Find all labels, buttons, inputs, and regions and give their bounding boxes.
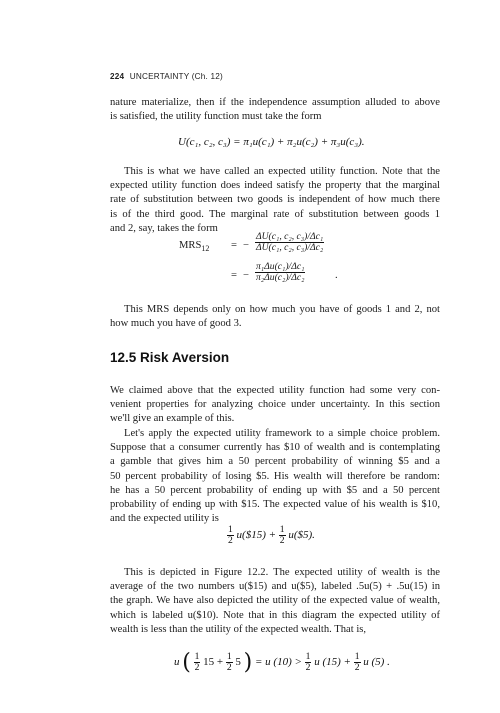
mrs-label: $MRS_{12}$ bbox=[179, 240, 210, 254]
term-u10: = u (10) > bbox=[255, 656, 302, 669]
text-line: rate of substitution between two goods is independent of how much there bbox=[110, 194, 440, 206]
mrs-fraction-2: $\frac{\text{π₁Δu(c₁)/Δc₁}}{\text{π₂Δu(c₂)/Δc₂}}$ bbox=[256, 261, 305, 283]
text-line: This MRS depends only on how much you have of goods 1 and 2, not bbox=[124, 304, 440, 315]
minus-sign: − bbox=[243, 240, 249, 251]
equation-text: U(c₁, c₂, c₃) = π₁u(c₁) + π₂u(c₂) + π₃u(c₃). bbox=[178, 136, 365, 148]
running-head bbox=[110, 72, 223, 81]
paragraph-independence bbox=[110, 96, 440, 124]
equation-risk-aversion-inequality bbox=[174, 650, 390, 675]
chapter-title: UNCERTAINTY (Ch. 12) bbox=[129, 72, 223, 81]
text-line: we'll give an example of this. bbox=[110, 413, 235, 425]
text-line: This is depicted in Figure 12.2. The expected utility of wealth is the bbox=[124, 567, 440, 578]
paragraph-figure-description bbox=[110, 566, 440, 637]
term-u5: u($5). bbox=[288, 529, 315, 542]
text-line: a gamble that gives him a 50 percent probability of winning $5 and a bbox=[110, 456, 440, 468]
text-line: nature materialize, then if the independence assumption alluded to above bbox=[110, 97, 440, 108]
fraction-half: $\frac{1}{2}$ bbox=[194, 651, 200, 673]
text-line: is satisfied, the utility function must take the form bbox=[110, 111, 322, 123]
text-line: expected utility function does indeed satisfy the property that the marginal bbox=[110, 180, 440, 192]
text-line: We claimed above that the expected utility function had some very con- bbox=[110, 385, 440, 396]
text-line: 50 percent probability of losing $5. His wealth will therefore be random: bbox=[110, 470, 440, 482]
paragraph-claim bbox=[110, 384, 440, 427]
text-line: is of the third good. The marginal rate of substitution between goods 1 bbox=[110, 208, 440, 220]
equation-expected-utility bbox=[178, 136, 365, 148]
symbol-u: u bbox=[174, 656, 180, 669]
paragraph-mrs-dependence bbox=[110, 303, 440, 331]
page-number: 224 bbox=[110, 72, 125, 81]
term-u5: u (5) . bbox=[363, 656, 390, 669]
text-line: average of the two numbers u($15) and u($5), labeled .5u(5) + .5u(15) in bbox=[110, 581, 440, 593]
term-u15: u($15) + bbox=[236, 529, 277, 542]
paragraph-gamble bbox=[110, 427, 440, 526]
term-5: 5 bbox=[235, 656, 241, 669]
equals-sign: = bbox=[231, 240, 237, 251]
text-line: wealth is less than the utility of the expected wealth. That is, bbox=[110, 623, 367, 635]
fraction-half: $\frac{1}{2}$ bbox=[228, 524, 233, 546]
fraction-half: $\frac{1}{2}$ bbox=[279, 524, 285, 546]
text-line: he has a 50 percent probability of ending up with $5 and a 50 percent bbox=[110, 484, 440, 496]
fraction-half: $\frac{1}{2}$ bbox=[305, 651, 311, 673]
right-paren: ) bbox=[243, 650, 253, 675]
text-line: the graph. We have also depicted the utility of the expected value of wealth, bbox=[110, 595, 440, 607]
text-line: probability of ending up with $15. The expected value of his wealth is $10, bbox=[110, 499, 440, 511]
text-line: This is what we have called an expected utility function. Note that the bbox=[124, 166, 440, 177]
paragraph-expected-utility bbox=[110, 165, 440, 236]
mrs-fraction-1: $\frac{\text{ΔU(c₁, c₂, c₃)/Δc₁}}{\text{ΔU(c₁, c₂, c₃)/Δc₂}}$ bbox=[256, 231, 324, 253]
fraction-half: $\frac{1}{2}$ bbox=[226, 651, 232, 673]
section-title: Risk Aversion bbox=[140, 350, 230, 365]
equation-expected-utility-example bbox=[227, 525, 315, 546]
fraction-half: $\frac{1}{2}$ bbox=[354, 651, 360, 673]
minus-sign: − bbox=[243, 270, 249, 281]
text-line: and the expected utility is bbox=[110, 513, 219, 525]
section-heading bbox=[110, 350, 229, 365]
term-u15: u (15) + bbox=[314, 656, 351, 669]
period: . bbox=[335, 270, 338, 281]
text-line: Let's apply the expected utility framework to a simple choice problem. bbox=[124, 428, 440, 439]
left-paren: ( bbox=[182, 650, 191, 675]
equals-sign: = bbox=[231, 270, 237, 281]
text-line: which is labeled u($10). Note that in this diagram the expected utility of bbox=[110, 609, 440, 621]
text-line: how much you have of good 3. bbox=[110, 318, 242, 330]
text-line: Suppose that a consumer currently has $10 of wealth and is contemplating bbox=[110, 442, 440, 454]
section-number: 12.5 bbox=[110, 350, 137, 365]
text-line: venient properties for analyzing choice under uncertainty. In this section bbox=[110, 399, 440, 411]
text-line: and 2, say, takes the form bbox=[110, 222, 218, 234]
term-15: 15 + bbox=[203, 656, 224, 669]
